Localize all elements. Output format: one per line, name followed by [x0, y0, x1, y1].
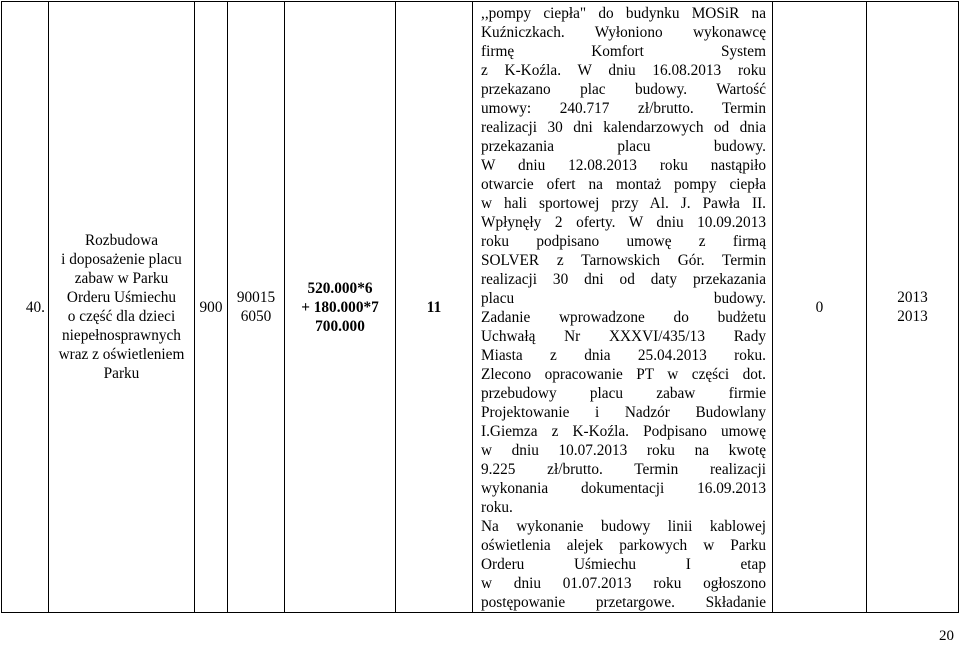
description-line: Projektowanie i Nadzór Budowlany — [481, 404, 766, 421]
task-name-line: Orderu Uśmiechu — [66, 289, 177, 306]
description-line: Kuźniczkach. Wyłoniono wykonawcę — [481, 24, 766, 41]
description-line: Na wykonanie budowy linii kablowej — [481, 518, 766, 535]
description-line: realizacji 30 dni od daty przekazania — [481, 271, 766, 288]
table-row — [2, 2, 959, 613]
description-line: przekazania placu budowy. — [481, 138, 766, 155]
description-line: realizacji 30 dni kalendarzowych od dnia — [481, 119, 766, 136]
task-name-line: Parku — [103, 365, 140, 382]
description-line: 9.225 zł/brutto. Termin realizacji — [481, 461, 766, 478]
description-text — [481, 4, 766, 612]
description-line: umowy: 240.717 zł/brutto. Termin — [481, 100, 766, 117]
task-name-line: wraz z oświetleniem — [58, 346, 185, 363]
description-line: otwarcie ofert na montaż pompy ciepła — [481, 176, 766, 193]
description-line: przekazano plac budowy. Wartość — [481, 81, 766, 98]
description-line: Zlecono opracowanie PT w części dot. — [481, 366, 766, 383]
description-line: Miasta z dnia 25.04.2013 roku. — [481, 347, 766, 364]
description-line: przebudowy placu zabaw firmie — [481, 385, 766, 402]
year-line: 2013 — [897, 289, 928, 306]
description-line: ,,pompy ciepła" do budynku MOSiR na — [481, 5, 766, 22]
description-line: Zadanie wprowadzone do budżetu — [481, 309, 766, 326]
description-line: oświetlenia alejek parkowych w Parku — [481, 537, 766, 554]
description-line: roku podpisano umowę z firmą — [481, 233, 766, 250]
element-cell: 11 — [396, 2, 473, 613]
year-line: 2013 — [897, 308, 928, 325]
task-name-line: zabaw w Parku — [74, 270, 169, 287]
task-name-line: Rozbudowa — [84, 232, 159, 249]
task-name-line: o część dla dzieci — [67, 308, 176, 325]
description-line: w dniu 01.07.2013 roku ogłoszono — [481, 575, 766, 592]
task-name-lines — [49, 231, 194, 383]
value-line: 520.000*6 — [307, 279, 373, 297]
description-line: SOLVER z Tarnowskich Gór. Termin — [481, 252, 766, 269]
description-line: W dniu 12.08.2013 roku nastąpiło — [481, 157, 766, 174]
description-line: firmę Komfort System — [481, 43, 766, 60]
zero-cell: 0 — [773, 2, 867, 613]
task-name-line: i doposażenie placu — [61, 251, 182, 268]
rozdzial-code: 90015 — [236, 289, 276, 306]
value-lines — [285, 279, 395, 336]
description-line: placu budowy. — [481, 290, 766, 307]
value-line: + 180.000*7 — [301, 298, 379, 316]
task-name-line: niepełnosprawnych — [62, 327, 181, 344]
task-name — [49, 2, 195, 613]
description-line: wykonania dokumentacji 16.09.2013 — [481, 480, 766, 497]
description-line: w hali sportowej przy Al. J. Pawła II. — [481, 195, 766, 212]
description-line: Orderu Uśmiechu I etap — [481, 556, 766, 573]
year-lines — [867, 288, 958, 326]
years-cell — [867, 2, 959, 613]
value-line: 700.000 — [315, 317, 365, 335]
investment-table — [1, 1, 959, 613]
description-cell — [473, 2, 773, 613]
description-line: Uchwałą Nr XXXVI/435/13 Rady — [481, 328, 766, 345]
description-line: postępowanie przetargowe. Składanie — [481, 594, 766, 611]
description-line: roku. — [481, 499, 513, 516]
description-line: z K-Koźla. W dniu 16.08.2013 roku — [481, 62, 766, 79]
rozdzial-cell — [228, 2, 285, 613]
dzial-cell: 900 — [195, 2, 228, 613]
description-line: Wpłynęły 2 oferty. W dniu 10.09.2013 — [481, 214, 766, 231]
page-number: 20 — [939, 628, 954, 644]
description-line: I.Giemza z K-Koźla. Podpisano umowę — [481, 423, 766, 440]
row-number: 40. — [2, 2, 49, 613]
value-cell — [285, 2, 396, 613]
paragraph-code: 6050 — [240, 308, 272, 325]
description-line: w dniu 10.07.2013 roku na kwotę — [481, 442, 766, 459]
